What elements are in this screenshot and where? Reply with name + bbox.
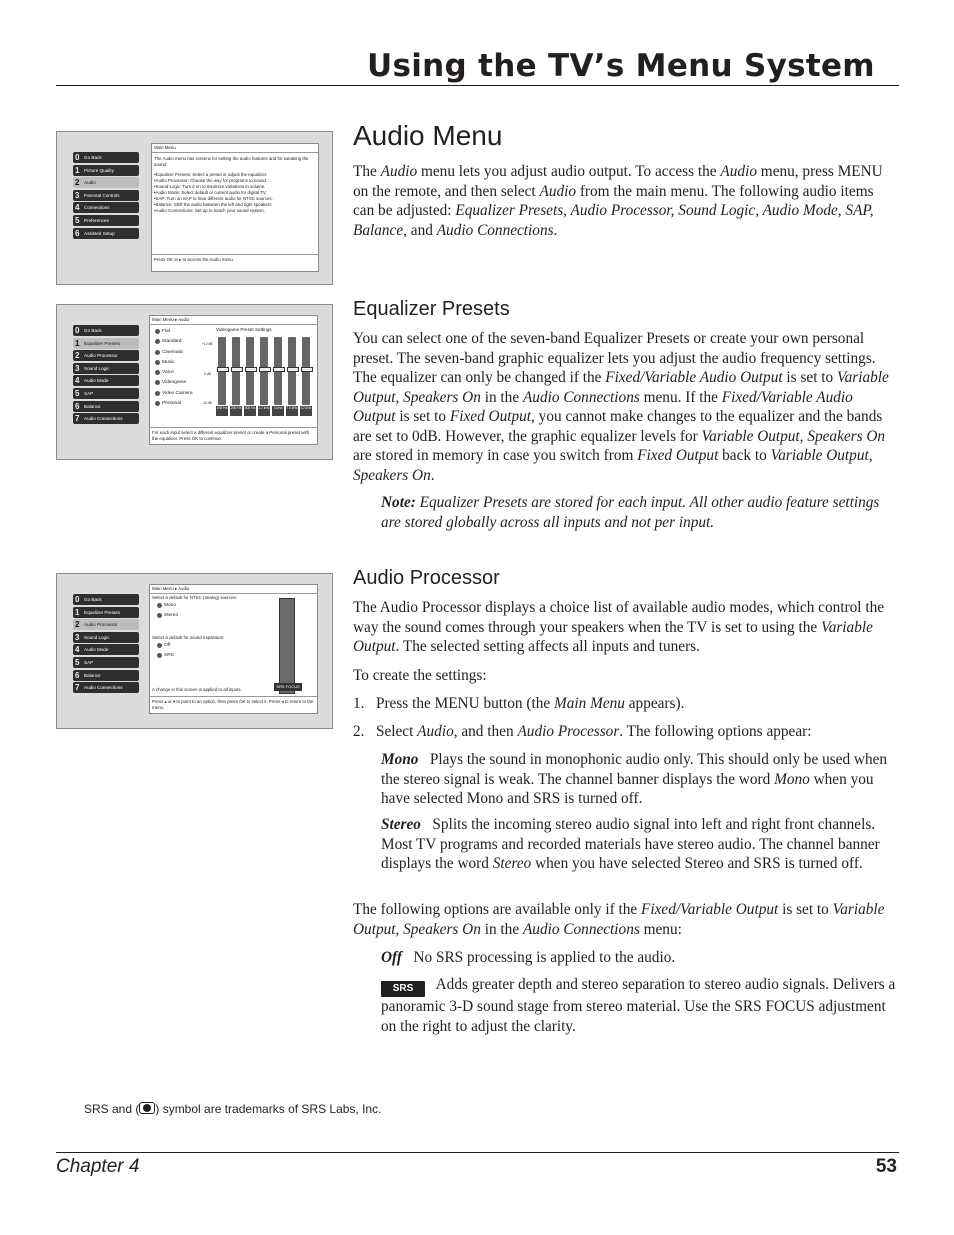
- expansion-options: [154, 641, 174, 662]
- radio-icon: [157, 613, 162, 618]
- srs-focus-slider: [279, 598, 295, 694]
- srs-logo-icon: SRS: [381, 981, 425, 997]
- main-menu-panel: [151, 143, 319, 272]
- panel-footer: Press OK or ▸ to access the Audio menu.: [152, 254, 318, 271]
- panel-line: •Equalizer Presets: Select a preset or adjust the equalizer.: [154, 172, 268, 177]
- mono-option: Mono Plays the sound in monophonic audio only. This should only be used when the stereo signal is weak. The channel banner displays the word Mono when you have selected Mono and SRS is turned off.: [381, 751, 888, 807]
- radio-option[interactable]: [154, 651, 174, 661]
- srs-option: SRS Adds greater depth and stereo separation to stereo audio signals. Delivers a panoramic 3-D sound stage from stereo material. Use the SRS FOCUS adjustment on the right to adjust the clarity.: [381, 976, 896, 1035]
- eq-band-knob[interactable]: [217, 367, 229, 372]
- footer-rule: [56, 1152, 899, 1153]
- menu-item-number: 3: [75, 363, 80, 373]
- trademark-pre: SRS and (: [84, 1102, 140, 1116]
- menu-item-label: SAP: [84, 659, 94, 665]
- audio-menu-intro: The Audio menu lets you adjust audio output. To access the Audio menu, press MENU on the remote, and then select Audio from the main menu. The following audio items can be adjusted: Equalizer Presets, Audio Processor, Sound Logic, Audio Mode, SAP, Balance, and Audio Connections.: [353, 163, 883, 239]
- menu-item[interactable]: [73, 670, 139, 681]
- menu-item-label: Preferences: [84, 217, 109, 223]
- menu-item-label: Audio Processor: [84, 622, 118, 628]
- radio-label: Videogame: [162, 380, 187, 386]
- off-option: [381, 948, 898, 968]
- equalizer-body: You can select one of the seven-band Equalizer Presets or create your own personal preset. The seven-band graphic equalizer lets you adjust the audio frequency settings. The equalizer can only be changed if the Fixed/Variable Audio Output is set to Variable Output, Speakers On in the Audio Connections menu. If the Fixed/Variable Audio Output is set to Fixed Output, you cannot make changes to the equalizer and the bands are set to 0dB. However, the graphic equalizer levels for Variable Output, Speakers On are stored in memory in case you switch from Fixed Output back to Variable Output, Speakers On.: [353, 330, 889, 484]
- menu-item-number: 1: [75, 607, 80, 617]
- radio-label: Mono: [164, 603, 176, 608]
- radio-icon: [157, 653, 162, 658]
- menu-item-label: Equalizer Presets: [84, 609, 121, 615]
- radio-label: Standard: [162, 339, 182, 345]
- menu-item-number: 2: [75, 351, 80, 361]
- ntsc-label: Select a default for NTSC (analog) sources:: [152, 595, 237, 600]
- eq-db-bot: -12 dB: [202, 401, 212, 405]
- menu-item-number: 0: [75, 153, 80, 162]
- processor-panel: [149, 584, 318, 714]
- equalizer-heading: Equalizer Presets: [353, 298, 510, 320]
- radio-label: Voice: [162, 370, 174, 376]
- off-text: No SRS processing is applied to the audio.: [413, 949, 676, 966]
- equalizer-note: Note: Equalizer Presets are stored for each input. All other audio feature settings are stored globally across all inputs and not per input.: [381, 494, 880, 531]
- menu-item[interactable]: [73, 350, 139, 361]
- radio-icon: [155, 391, 160, 396]
- eq-band-knob[interactable]: [231, 367, 243, 372]
- menu-item-label: Parental Controls: [84, 192, 120, 198]
- menu-item-number: 2: [75, 620, 80, 630]
- menu-item-label: Sound Logic: [84, 365, 110, 371]
- main-menu-list: [73, 152, 139, 240]
- menu-item[interactable]: [73, 325, 139, 336]
- panel-line: •SAP: Turn on SAP to hear different audio for NTSC sources.: [154, 196, 273, 201]
- applied-note: A change in this screen is applied to all inputs.: [152, 687, 242, 692]
- radio-option[interactable]: [152, 348, 193, 358]
- footer-chapter: Chapter 4: [56, 1156, 140, 1177]
- equalizer-panel: [149, 315, 318, 445]
- eq-band-slider[interactable]: [274, 337, 282, 405]
- menu-item-number: 0: [75, 326, 80, 335]
- menu-item-number: 6: [75, 670, 80, 680]
- menu-item[interactable]: [73, 632, 139, 643]
- menu-item[interactable]: [73, 682, 139, 693]
- menu-item[interactable]: [73, 619, 139, 630]
- menu-item-label: Audio Connections: [84, 685, 123, 691]
- menu-item-number: 4: [75, 203, 80, 213]
- radio-option[interactable]: [154, 611, 178, 621]
- srs-symbol-icon: [139, 1102, 155, 1114]
- radio-option[interactable]: [154, 601, 178, 611]
- menu-item-number: 5: [75, 657, 80, 667]
- radio-label: Stereo: [164, 613, 179, 619]
- panel-title: Main Menu ▸ Audio: [150, 585, 317, 594]
- to-create-text: To create the settings:: [353, 667, 487, 684]
- radio-label: Music: [162, 359, 175, 365]
- equalizer-bands: [216, 337, 316, 415]
- step-2: 2. Select Audio, and then Audio Processor. The following options appear:: [353, 723, 812, 740]
- radio-label: Flat: [162, 329, 170, 334]
- panel-title: Main Menu: [152, 144, 318, 153]
- menu-item[interactable]: [73, 165, 139, 176]
- page-header-title: Using the TV’s Menu System: [367, 48, 875, 84]
- menu-item[interactable]: [73, 607, 139, 618]
- radio-icon: [155, 350, 160, 355]
- mono-term: Mono: [381, 751, 419, 768]
- menu-item-number: 5: [75, 388, 80, 398]
- radio-icon: [155, 360, 160, 365]
- srs-availability: The following options are available only if the Fixed/Variable Output is set to Variable Output, Speakers On in the Audio Connections menu:: [353, 901, 885, 938]
- eq-frequency-label: 200 Hz: [230, 406, 242, 416]
- menu-item-label: Picture Quality: [84, 167, 114, 173]
- menu-item-number: 1: [75, 338, 80, 348]
- menu-item[interactable]: [73, 202, 139, 213]
- eq-frequency-label: 100 Hz: [216, 406, 228, 416]
- panel-line: •Audio Mode: Select default or current audio for digital TV.: [154, 190, 267, 195]
- radio-icon: [155, 401, 160, 406]
- menu-item-label: Equalizer Presets: [84, 340, 121, 346]
- eq-band-slider[interactable]: [288, 337, 296, 405]
- preset-options: [152, 327, 193, 409]
- menu-item-label: SAP: [84, 390, 94, 396]
- radio-icon: [155, 339, 160, 344]
- menu-item-label: Audio Mode: [84, 647, 109, 653]
- audio-menu-list: [73, 325, 139, 426]
- audio-processor-screenshot: [56, 573, 333, 729]
- radio-option[interactable]: [152, 378, 193, 388]
- eq-band-knob[interactable]: [287, 367, 299, 372]
- step-number: 2.: [353, 723, 365, 740]
- eq-band-slider[interactable]: [246, 337, 254, 405]
- eq-db-mid: 0 dB: [204, 372, 211, 376]
- menu-item-number: 6: [75, 228, 80, 238]
- eq-frequency-label: 500 Hz: [244, 406, 256, 416]
- menu-item[interactable]: [73, 363, 139, 374]
- eq-band-slider[interactable]: [302, 337, 310, 405]
- eq-band-knob[interactable]: [301, 367, 313, 372]
- menu-item[interactable]: [73, 644, 139, 655]
- main-menu-screenshot: [56, 131, 333, 285]
- menu-item-number: 0: [75, 595, 80, 604]
- radio-option[interactable]: [152, 389, 193, 399]
- equalizer-screenshot: [56, 304, 333, 460]
- audio-menu-list: [73, 594, 139, 695]
- trademark-note: [84, 1102, 381, 1116]
- menu-item-number: 3: [75, 632, 80, 642]
- radio-icon: [157, 643, 162, 648]
- menu-item-number: 2: [75, 178, 80, 188]
- menu-item-label: Go Back: [84, 597, 102, 602]
- menu-item-label: Connections: [84, 205, 110, 211]
- menu-item-label: Balance: [84, 403, 101, 409]
- menu-item-number: 6: [75, 401, 80, 411]
- panel-line: •Audio Connections: Set up to match your sound system.: [154, 208, 265, 213]
- menu-item-label: Go Back: [84, 328, 102, 333]
- stereo-option: Stereo Splits the incoming stereo audio signal into left and right front channels. Most TV programs and recorded materials have stereo audio. The channel banner displays the word Stereo when you have selected Stereo and SRS is turned off.: [381, 816, 880, 872]
- panel-text: [152, 153, 318, 217]
- menu-item[interactable]: [73, 338, 139, 349]
- radio-icon: [155, 370, 160, 375]
- stereo-term: Stereo: [381, 816, 421, 833]
- menu-item-label: Go Back: [84, 155, 102, 160]
- expansion-label: Select a default for sound expansion:: [152, 635, 225, 640]
- menu-item[interactable]: [73, 413, 139, 424]
- eq-band-slider[interactable]: [218, 337, 226, 405]
- eq-frequency-label: 3 kHz: [272, 406, 284, 416]
- eq-frequency-label: 1.2 kHz: [258, 406, 270, 416]
- menu-item-label: Balance: [84, 672, 101, 678]
- menu-item-number: 4: [75, 376, 80, 386]
- trademark-post: ) symbol are trademarks of SRS Labs, Inc.: [155, 1102, 382, 1116]
- menu-item[interactable]: [73, 215, 139, 226]
- radio-option[interactable]: [152, 327, 193, 337]
- menu-item-number: 3: [75, 190, 80, 200]
- eq-db-top: +12 dB: [202, 342, 213, 346]
- menu-item[interactable]: [73, 190, 139, 201]
- menu-item-label: Audio Mode: [84, 378, 109, 384]
- footer-page-number: 53: [875, 1156, 897, 1177]
- audio-processor-heading: Audio Processor: [353, 567, 500, 589]
- radio-label: SRS: [164, 653, 174, 659]
- menu-item-number: 5: [75, 215, 80, 225]
- radio-label: Cinematic: [162, 349, 184, 355]
- panel-line: •Balance: Shift the audio between the left and right speakers.: [154, 202, 273, 207]
- menu-item-number: 1: [75, 165, 80, 175]
- menu-item[interactable]: [73, 375, 139, 386]
- radio-icon: [157, 603, 162, 608]
- menu-item[interactable]: [73, 152, 139, 163]
- eq-title: Videogame Preset Settings: [216, 327, 272, 332]
- step-number: 1.: [353, 695, 365, 712]
- eq-frequency-label: 7.5 kHz: [286, 406, 298, 416]
- panel-line: •Sound Logic: Turn it on to minimize variations in volume.: [154, 184, 266, 189]
- menu-item-number: 7: [75, 414, 80, 424]
- radio-option[interactable]: [154, 641, 174, 651]
- off-term: Off: [381, 949, 402, 966]
- radio-label: Off: [164, 643, 171, 648]
- radio-option[interactable]: [152, 358, 193, 368]
- radio-label: Video Camera: [162, 390, 193, 396]
- eq-band-knob[interactable]: [259, 367, 271, 372]
- radio-option[interactable]: [152, 399, 193, 409]
- audio-menu-heading: Audio Menu: [353, 120, 503, 151]
- menu-item-label: Assisted Setup: [84, 230, 115, 236]
- eq-band-knob[interactable]: [245, 367, 257, 372]
- menu-item-label: Audio Connections: [84, 416, 123, 422]
- eq-frequency-label: 12 kHz: [300, 406, 312, 416]
- panel-line: The Audio menu has screens for setting the audio features and for tweaking the sound:: [154, 156, 309, 167]
- radio-icon: [155, 329, 160, 334]
- radio-option[interactable]: [152, 337, 193, 347]
- radio-label: Personal: [162, 401, 181, 407]
- panel-title: Main Menu ▸ Audio: [150, 316, 317, 325]
- panel-line: •Audio Processor: Choose the way for programs to sound.: [154, 178, 268, 183]
- menu-item-label: Sound Logic: [84, 634, 110, 640]
- menu-item-label: Audio Processor: [84, 353, 118, 359]
- menu-item[interactable]: [73, 657, 139, 668]
- radio-icon: [155, 380, 160, 385]
- menu-item[interactable]: [73, 228, 139, 239]
- panel-footer: For each input select a different equalizer preset or create a Personal preset with the equalizer. Press OK to continue.: [150, 427, 317, 444]
- menu-item[interactable]: [73, 594, 139, 605]
- ntsc-options: [154, 601, 178, 622]
- eq-band-slider[interactable]: [232, 337, 240, 405]
- radio-option[interactable]: [152, 368, 193, 378]
- audio-processor-intro: The Audio Processor displays a choice list of available audio modes, which control the way the sound comes through your speakers when the TV is set to using the Variable Output. The selected setting affects all inputs and tuners.: [353, 599, 885, 655]
- menu-item-label: Audio: [84, 180, 96, 186]
- menu-item[interactable]: [73, 177, 139, 188]
- srs-focus-button: SRS FOCUS: [274, 683, 302, 691]
- step-1: 1. Press the MENU button (the Main Menu appears).: [353, 695, 685, 712]
- eq-band-knob[interactable]: [273, 367, 285, 372]
- eq-band-slider[interactable]: [260, 337, 268, 405]
- menu-item-number: 4: [75, 645, 80, 655]
- menu-item-number: 7: [75, 683, 80, 693]
- menu-item[interactable]: [73, 401, 139, 412]
- header-rule: [56, 85, 899, 86]
- menu-item[interactable]: [73, 388, 139, 399]
- panel-footer: Press ▴ or ▾ to point to an option, then press OK to select it. Press ◂ to return to the menu.: [150, 696, 317, 713]
